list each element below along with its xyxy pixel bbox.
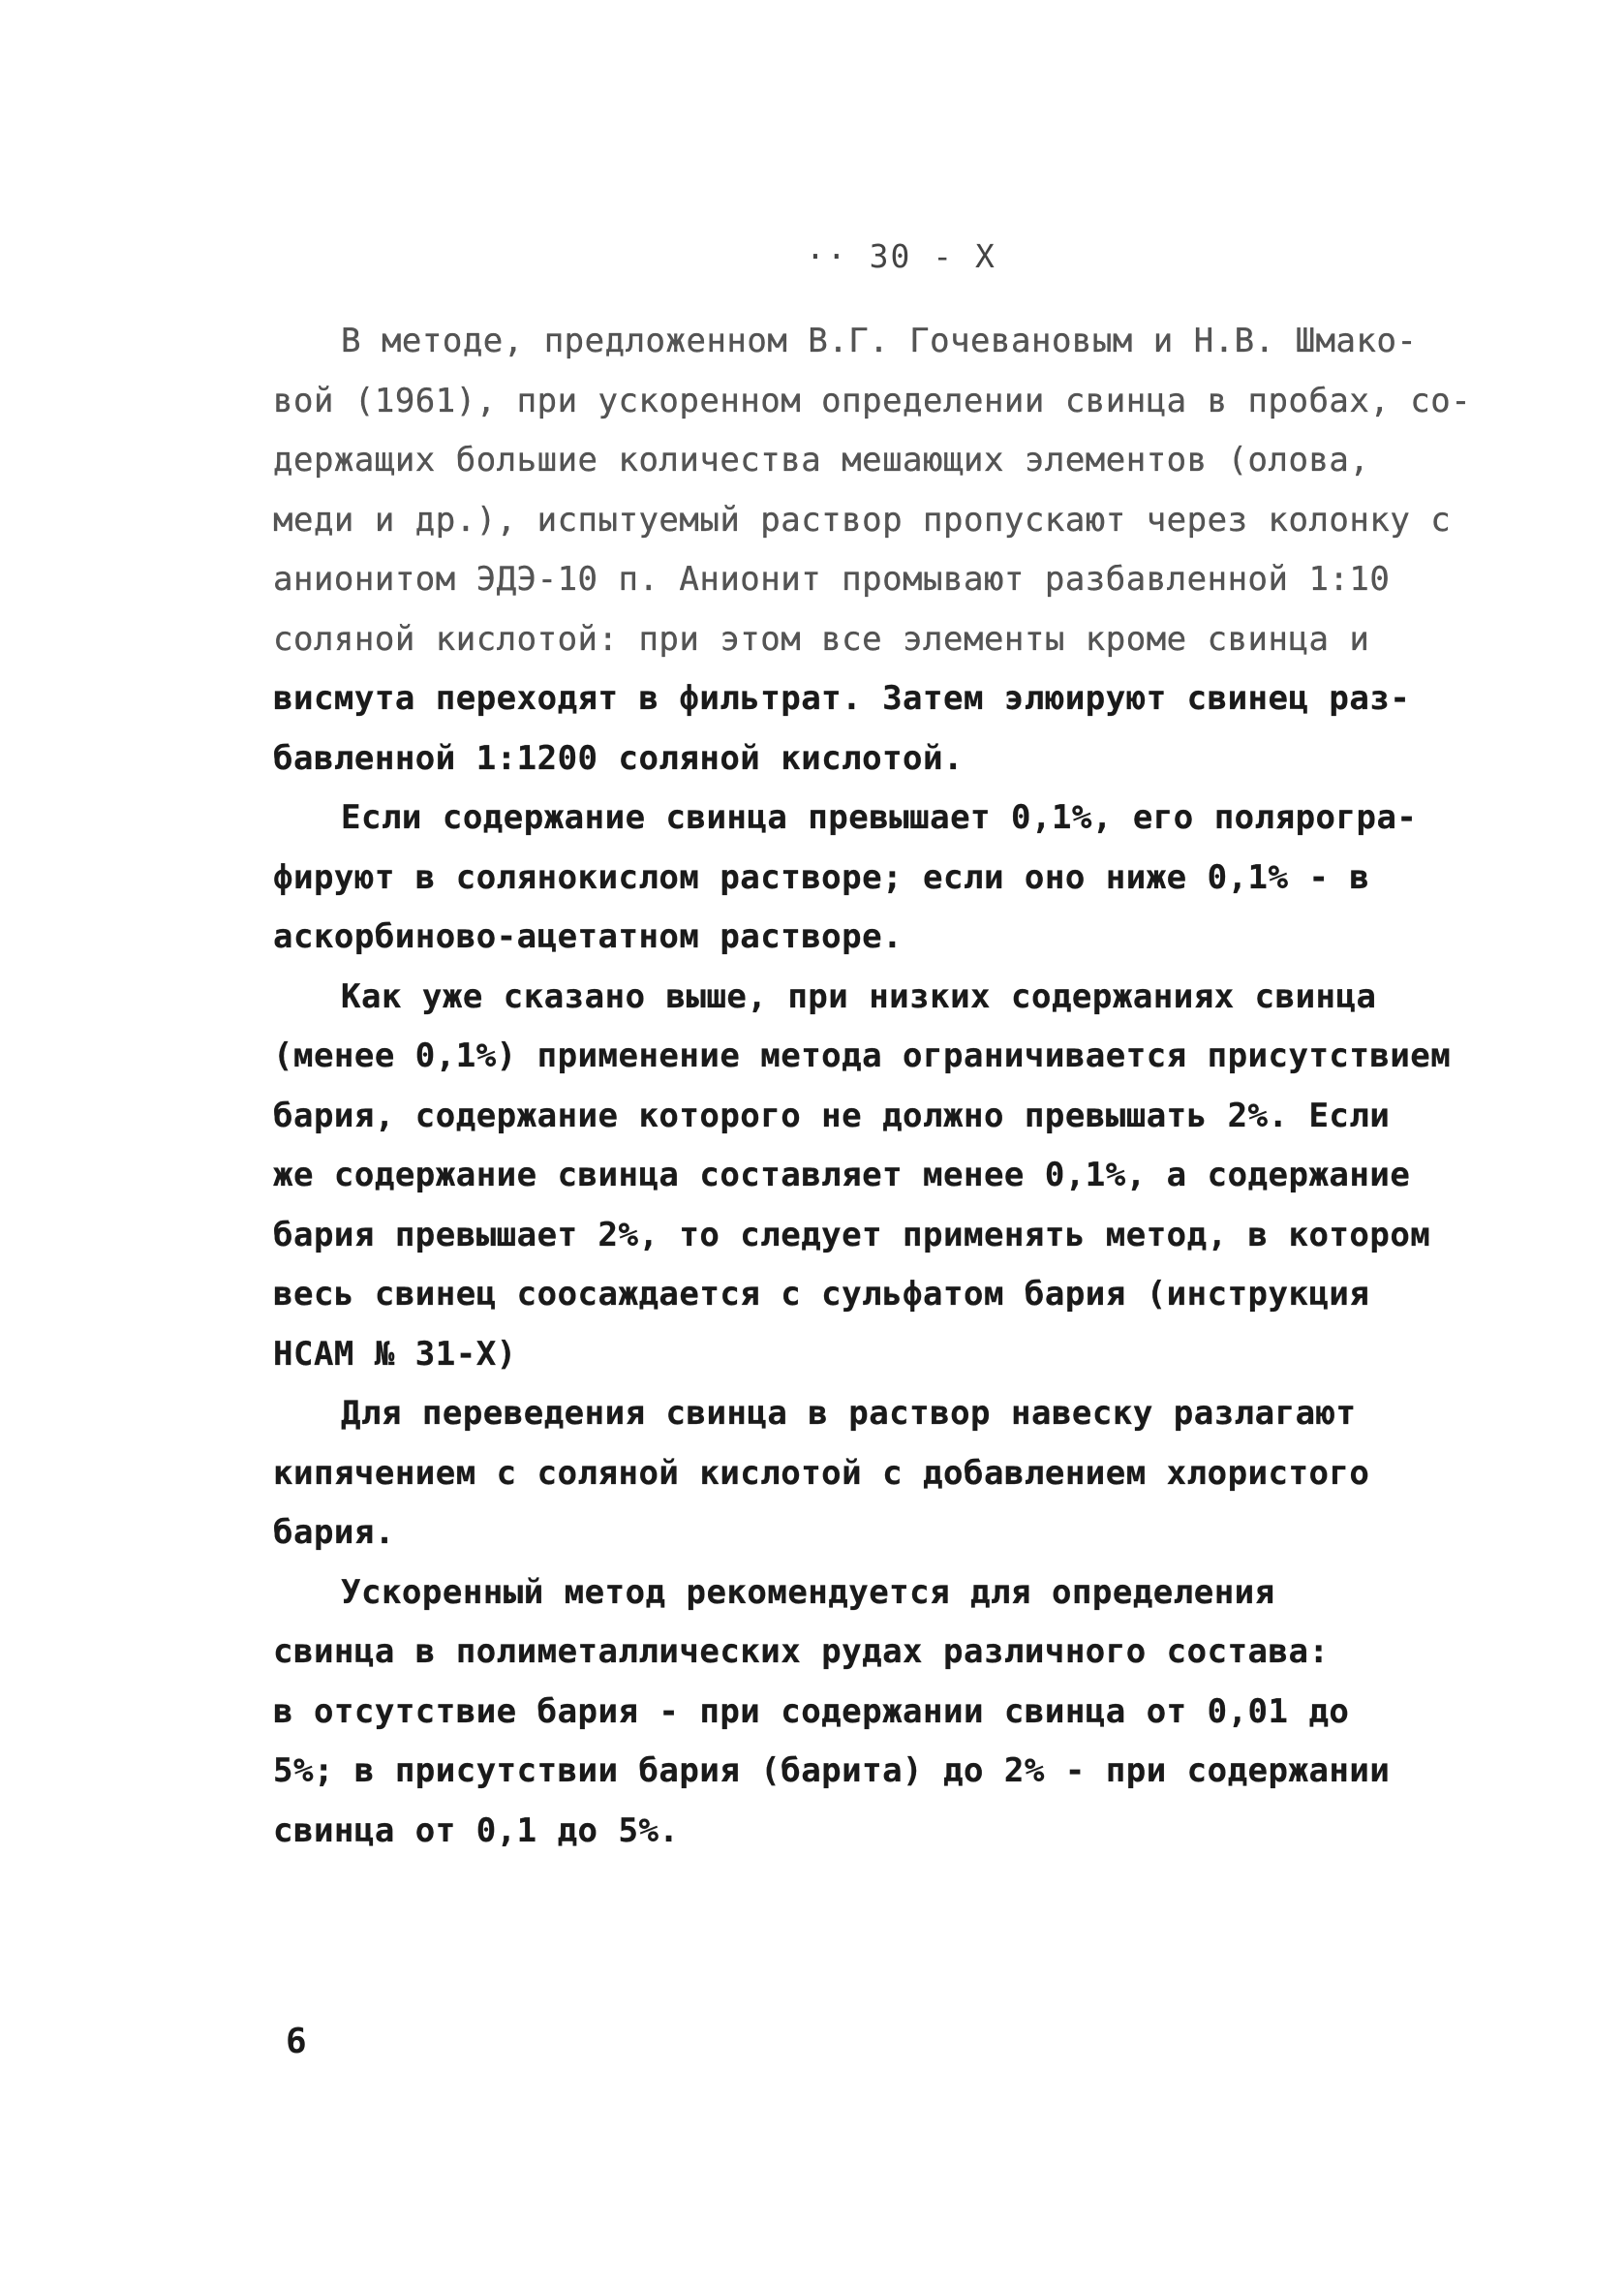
text-line: вой (1961), при ускоренном определении свинца в пробах, со-	[273, 381, 1472, 420]
text-line: бария, содержание которого не должно превышать 2%. Если	[273, 1096, 1391, 1135]
page-header: ·· 30 - X	[806, 237, 996, 275]
text-line: НСАМ № 31-Х)	[273, 1334, 517, 1374]
text-line: соляной кислотой: при этом все элементы кроме свинца и	[273, 619, 1370, 659]
text-line: Если содержание свинца превышает 0,1%, его полярогра-	[341, 798, 1418, 837]
text-line: же содержание свинца составляет менее 0,1%, а содержание	[273, 1156, 1411, 1194]
text-line: кипячением с соляной кислотой с добавлением хлористого	[273, 1453, 1370, 1493]
text-line: Ускоренный метод рекомендуется для определения	[341, 1572, 1275, 1612]
text-line: бавленной 1:1200 соляной кислотой.	[273, 738, 964, 778]
text-line: свинца в полиметаллических рудах различного состава:	[273, 1632, 1330, 1671]
text-line: Как уже сказано выше, при низких содержаниях свинца	[341, 976, 1377, 1016]
text-line: 5%; в присутствии бария (барита) до 2% - при содержании	[273, 1751, 1391, 1790]
body-text	[273, 312, 1472, 1861]
text-line: держащих большие количества мешающих элементов (олова,	[273, 441, 1370, 479]
text-line: бария превышает 2%, то следует применять метод, в котором	[273, 1215, 1431, 1254]
text-line: (менее 0,1%) применение метода ограничивается присутствием	[273, 1036, 1452, 1075]
text-line: в отсутствие бария - при содержании свинца от 0,01 до	[273, 1691, 1350, 1731]
text-line: весь свинец соосаждается с сульфатом бария (инструкция	[273, 1275, 1370, 1314]
text-line: фируют в солянокислом растворе; если оно ниже 0,1% - в	[273, 857, 1370, 897]
text-line: меди и др.), испытуемый раствор пропускают через колонку с	[273, 500, 1452, 540]
text-line: висмута переходят в фильтрат. Затем элюируют свинец раз-	[273, 679, 1411, 718]
text-line: бария.	[273, 1513, 395, 1552]
page-number: 6	[286, 2022, 307, 2061]
text-line: В методе, предложенном В.Г. Гочевановым и Н.В. Шмако-	[341, 322, 1418, 360]
text-line: аскорбиново-ацетатном растворе.	[273, 917, 904, 956]
text-line: свинца от 0,1 до 5%.	[273, 1810, 680, 1850]
text-line: Для переведения свинца в раствор навеску разлагают	[341, 1394, 1357, 1433]
text-line: анионитом ЭДЭ-10 п. Анионит промывают разбавленной 1:10	[273, 560, 1391, 599]
